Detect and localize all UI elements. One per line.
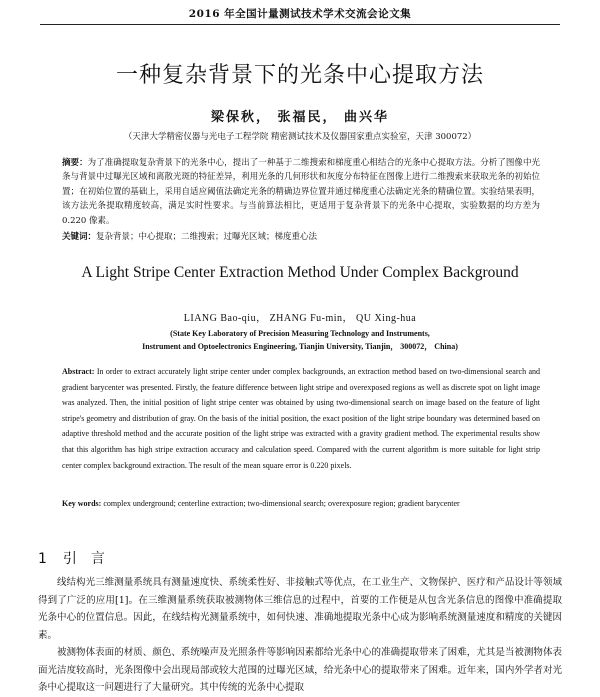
- keywords-english-text: complex underground; centerline extraction; two-dimensional search; overexposure region; gradient barycenter: [103, 499, 460, 508]
- keywords-chinese-text: 复杂背景；中心提取；二维搜索；过曝光区域；梯度重心法: [96, 232, 318, 242]
- section-label: 引言: [62, 551, 119, 567]
- abstract-chinese-label: 摘要：: [62, 158, 88, 168]
- abstract-chinese-text: 为了准确提取复杂背景下的光条中心，提出了一种基于二维搜索和梯度重心相结合的光条中心提取方法。分析了图像中光条与背景中过曝光区域和离散光斑的特征差异，利用光条的几何形状和灰度分布特征在图像上进行二维搜索来获取光条的初始位置；在初始位置的基础上，采用自适应阈值法确定光条的精确边界位置并通过梯度重心法确定光条的精确位置。实验结果表明，该方法光条提取精度较高，满足实时性要求。与当前算法相比，更适用于复杂背景下的光条中心提取，实验数据的均方差为 0.220 像素。: [62, 158, 540, 226]
- keywords-chinese-label: 关键词：: [62, 232, 97, 242]
- body-paragraph-1: 线结构光三维测量系统具有测量速度快、系统柔性好、非接触式等优点，在工业生产、文物保护、医疗和产品设计等领域得到了广泛的应用[1]。在三维测量系统获取被测物体三维信息的过程中，首要的工作便是从包含光条信息的图像中准确提取光条中心的位置信息。因此，在线结构光测量系统中，如何快速、准确地提取光条中心成为影响系统测量速度和精度的关键因素。: [38, 577, 562, 641]
- abstract-english-text: In order to extract accurately light stripe center under complex backgrounds, an extraction method based on two-dimensional search and gradient barycenter was presented. Firstly, the feature difference between light stripe and overexposed regions as well as discrete spot on light image was analyzed. Then, the initial position of light stripe center was obtained by using two-dimensional search on image based on the feature of light stripe's geometry and distribution of gray. On the basis of the initial position, the exact position of the light stripe boundary was determined based on adaptive threshold method and the accurate position of the light stripe was extracted with a gravity gradient method. The experimental results show that this algorithm has high stripe extraction accuracy and calculation speed. Compared with the current algorithm is more suitable for light strip center complex background extraction. The result of the mean square error is 0.220 pixels.: [62, 367, 540, 470]
- title-english: A Light Stripe Center Extraction Method Under Complex Background: [81, 264, 519, 281]
- abstract-english-label: Abstract:: [62, 367, 95, 376]
- keywords-chinese: [62, 230, 540, 242]
- section-number: 1: [38, 551, 47, 567]
- authors-chinese: 梁保秋， 张福民， 曲兴华: [210, 110, 390, 125]
- affiliation-english-line-1: (State Key Laboratory of Precision Measuring Technology and Instruments,: [170, 329, 430, 338]
- keywords-english-label: Key words:: [62, 499, 102, 508]
- running-header: 2016 年全国计量测试技术学术交流会论文集: [40, 6, 560, 25]
- authors-english: LIANG Bao-qiu， ZHANG Fu-min， QU Xing-hua: [183, 313, 417, 324]
- abstract-chinese: [62, 156, 540, 228]
- affiliation-english: [0, 327, 600, 353]
- abstract-english: [62, 364, 540, 473]
- keywords-english: [62, 497, 540, 511]
- affiliation-chinese: （天津大学精密仪器与光电子工程学院 精密测试技术及仪器国家重点实验室，天津 300072）: [123, 132, 477, 142]
- affiliation-english-line-2: Instrument and Optoelectronics Engineering, Tianjin University, Tianjin， 300072， China): [142, 342, 458, 351]
- section-heading: [38, 548, 119, 568]
- body-paragraph-2: 被测物体表面的材质、颜色、系统噪声及光照条件等影响因素都给光条中心的准确提取带来了困难，尤其是当被测物体表面光洁度较高时，光条图像中会出现局部或较大范围的过曝光区域，给光条中心的提取带来了困难。近年来，国内外学者对光条中心提取这一问题进行了大量研究。其中传统的光条中心提取: [38, 647, 562, 693]
- title-chinese: 一种复杂背景下的光条中心提取方法: [115, 63, 484, 88]
- body-text: [38, 574, 562, 697]
